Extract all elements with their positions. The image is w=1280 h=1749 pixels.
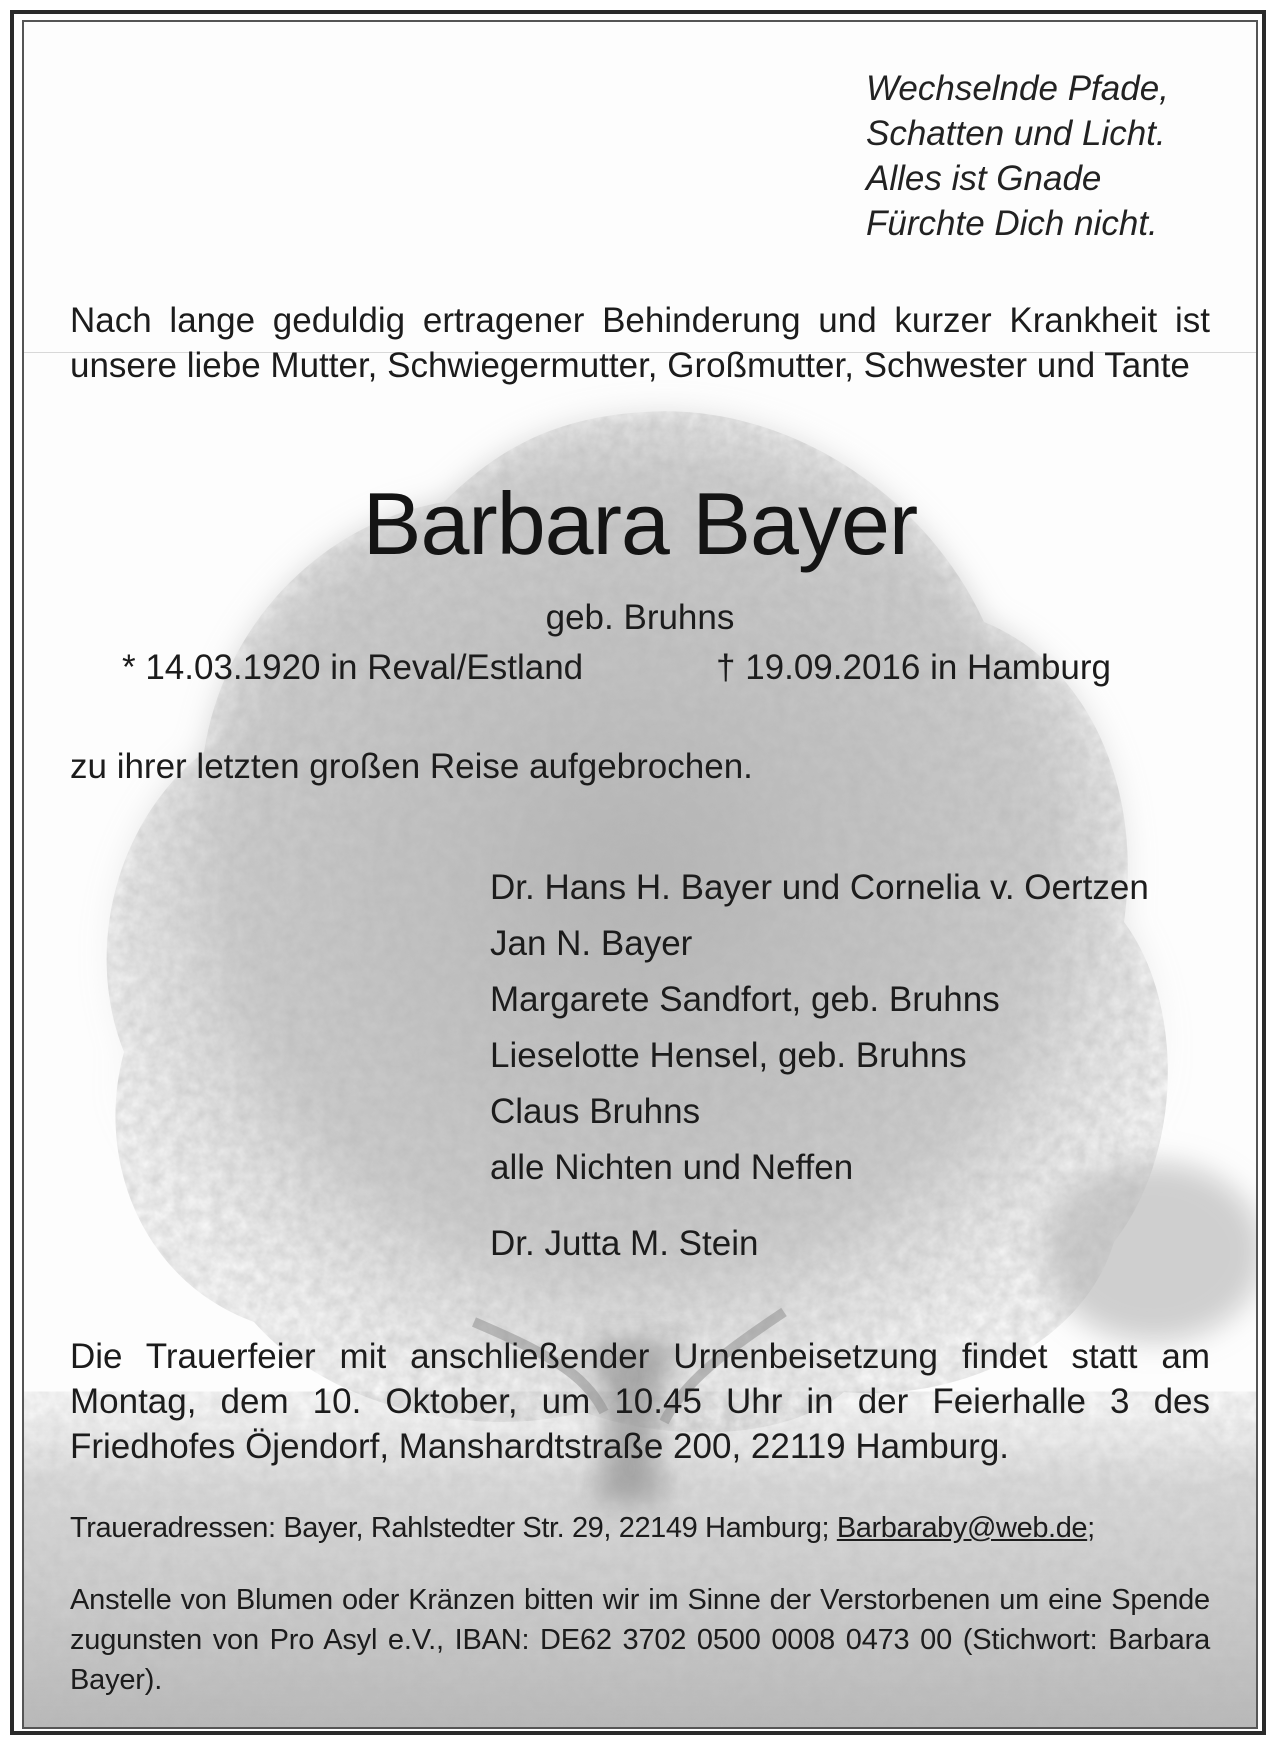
mourner: Claus Bruhns — [490, 1092, 701, 1131]
birth-date: * 14.03.1920 in Reval/Estland — [122, 648, 584, 687]
poem-line: Schatten und Licht. — [866, 114, 1166, 153]
extra-mourner: Dr. Jutta M. Stein — [490, 1224, 759, 1263]
mourner: Jan N. Bayer — [490, 924, 693, 963]
mourner: Margarete Sandfort, geb. Bruhns — [490, 980, 1000, 1019]
obituary-content — [24, 22, 1256, 1727]
poem-line: Fürchte Dich nicht. — [866, 204, 1158, 243]
mourner: Lieselotte Hensel, geb. Bruhns — [490, 1036, 967, 1075]
intro-text: Nach lange geduldig ertragener Behinderung und kurzer Krankheit ist unsere liebe Mutter, Schwiegermutter, Großmutter, Schwester und Tante — [70, 301, 1210, 385]
journey-text: zu ihrer letzten großen Reise aufgebrochen. — [70, 747, 753, 786]
address-text: Traueradressen: Bayer, Rahlstedter Str. 29, 22149 Hamburg; — [70, 1512, 837, 1544]
mourner: alle Nichten und Neffen — [490, 1148, 854, 1187]
poem-line: Alles ist Gnade — [866, 159, 1102, 198]
email-link[interactable]: Barbaraby@web.de — [836, 1512, 1088, 1544]
mourner: Dr. Hans H. Bayer und Cornelia v. Oertzen — [490, 868, 1149, 907]
poem — [866, 66, 1169, 246]
mourning-addresses — [70, 1508, 1210, 1548]
ceremony-text: Die Trauerfeier mit anschließender Urnenbeisetzung findet statt am Montag, dem 10. Oktober, um 10.45 Uhr in der Feierhalle 3 des Friedhofes Öjendorf, Manshardtstraße 200, 22119 Hamburg. — [70, 1337, 1210, 1466]
mourners-list — [490, 860, 1149, 1196]
donation-text: Anstelle von Blumen oder Kränzen bitten wir im Sinne der Verstorbenen um eine Spende zugunsten von Pro Asyl e.V., IBAN: DE62 3702 0500 0008 0473 00 (Stichwort: Barbara Bayer). — [70, 1584, 1210, 1696]
address-suffix: ; — [1087, 1512, 1095, 1544]
obituary-card — [22, 20, 1258, 1729]
death-date: † 19.09.2016 in Hamburg — [716, 648, 1111, 687]
poem-line: Wechselnde Pfade, — [866, 69, 1169, 108]
deceased-name: Barbara Bayer — [362, 474, 918, 573]
maiden-name: geb. Bruhns — [545, 598, 735, 637]
